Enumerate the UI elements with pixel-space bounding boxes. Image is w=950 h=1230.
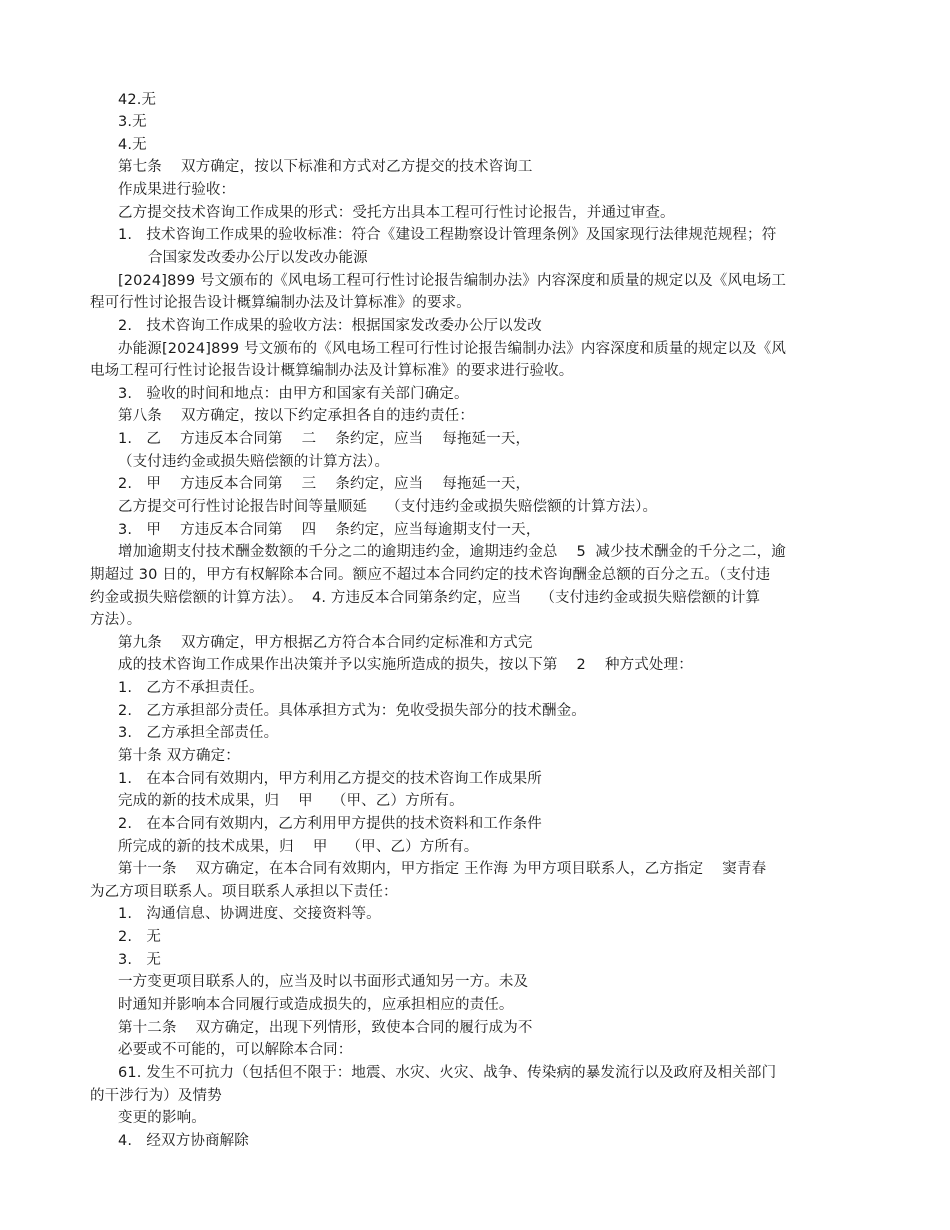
text-line: 成的技术咨询工作成果作出决策并予以实施所造成的损失，按以下第 2 种方式处理： bbox=[118, 657, 693, 673]
text-line: 2. 甲 方违反本合同第 三 条约定，应当 每拖延一天， bbox=[118, 476, 531, 492]
text-line: 增加逾期支付技术酬金数额的千分之二的逾期违约金，逾期违约金总 5 减少技术酬金的千分之二，逾 bbox=[118, 544, 786, 560]
text-line: 第十一条 双方确定，在本合同有效期内，甲方指定 王作海 为甲方项目联系人，乙方指定 窦青春 bbox=[118, 861, 767, 877]
text-line: 1. 乙方不承担责任。 bbox=[118, 680, 264, 696]
text-line: 时通知并影响本合同履行或造成损失的，应承担相应的责任。 bbox=[118, 997, 514, 1013]
text-line: 2. 在本合同有效期内，乙方利用甲方提供的技术资料和工作条件 bbox=[118, 816, 542, 832]
text-line: 3. 乙方承担全部责任。 bbox=[118, 725, 279, 741]
text-line: 所完成的新的技术成果，归 甲 （甲、乙）方所有。 bbox=[118, 839, 479, 855]
text-line: 4. 经双方协商解除 bbox=[118, 1133, 249, 1149]
text-line: 的干涉行为）及情势 bbox=[90, 1088, 222, 1104]
text-line: 1. 乙 方违反本合同第 二 条约定，应当 每拖延一天， bbox=[118, 431, 531, 447]
text-line: 2. 乙方承担部分责任。具体承担方式为：免收受损失部分的技术酬金。 bbox=[118, 703, 586, 719]
text-line: 61. 发生不可抗力（包括但不限于：地震、水灾、火灾、战争、传染病的暴发流行以及政府及相关部门 bbox=[118, 1065, 777, 1081]
text-line: 必要或不可能的，可以解除本合同： bbox=[118, 1042, 353, 1058]
text-line: 42.无 bbox=[118, 92, 157, 108]
text-line: 办能源[2024]899 号文颁布的《风电场工程可行性讨论报告编制办法》内容深度和质量的规定以及《风 bbox=[118, 341, 786, 357]
text-line: 第八条 双方确定，按以下约定承担各自的违约责任： bbox=[118, 408, 474, 424]
text-line: 3. 甲 方违反本合同第 四 条约定，应当每逾期支付一天， bbox=[118, 522, 541, 538]
text-line: 2. 无 bbox=[118, 929, 162, 945]
text-line: 合国家发改委办公厅以发改办能源 bbox=[148, 250, 368, 266]
text-line: 1. 在本合同有效期内，甲方利用乙方提交的技术咨询工作成果所 bbox=[118, 771, 542, 787]
text-line: 第十二条 双方确定，出现下列情形，致使本合同的履行成为不 bbox=[118, 1020, 533, 1036]
text-line: 方法）。 bbox=[90, 612, 142, 628]
text-line: [2024]899 号文颁布的《风电场工程可行性讨论报告编制办法》内容深度和质量的规定以及《风电场工 bbox=[118, 273, 786, 289]
text-line: 1. 沟通信息、协调进度、交接资料等。 bbox=[118, 906, 381, 922]
text-line: （支付违约金或损失赔偿额的计算方法）。 bbox=[118, 454, 390, 470]
text-line: 变更的影响。 bbox=[118, 1110, 206, 1126]
text-line: 乙方提交技术咨询工作成果的形式：受托方出具本工程可行性讨论报告，并通过审查。 bbox=[118, 205, 675, 221]
text-line: 约金或损失赔偿额的计算方法）。 4. 方违反本合同第条约定，应当 （支付违约金或损失赔偿额的计算 bbox=[90, 590, 761, 606]
text-line: 第七条 双方确定，按以下标准和方式对乙方提交的技术咨询工 bbox=[118, 159, 533, 175]
text-line: 为乙方项目联系人。项目联系人承担以下责任： bbox=[90, 884, 398, 900]
text-line: 第九条 双方确定，甲方根据乙方符合本合同约定标准和方式完 bbox=[118, 635, 533, 651]
text-line: 电场工程可行性讨论报告设计概算编制办法及计算标准》的要求进行验收。 bbox=[90, 363, 574, 379]
text-line: 3. 无 bbox=[118, 952, 162, 968]
text-line: 2. 技术咨询工作成果的验收方法：根据国家发改委办公厅以发改 bbox=[118, 318, 542, 334]
text-line: 3. 验收的时间和地点：由甲方和国家有关部门确定。 bbox=[118, 386, 469, 402]
text-line: 第十条 双方确定： bbox=[118, 748, 240, 764]
text-line: 1. 技术咨询工作成果的验收标准：符合《建设工程勘察设计管理条例》及国家现行法律规范规程；符 bbox=[118, 227, 777, 243]
text-line: 4.无 bbox=[118, 137, 147, 153]
text-line: 作成果进行验收： bbox=[118, 182, 236, 198]
text-line: 程可行性讨论报告设计概算编制办法及计算标准》的要求。 bbox=[90, 295, 471, 311]
text-line: 一方变更项目联系人的，应当及时以书面形式通知另一方。未及 bbox=[118, 974, 529, 990]
text-line: 完成的新的技术成果，归 甲 （甲、乙）方所有。 bbox=[118, 793, 464, 809]
text-line: 乙方提交可行性讨论报告时间等量顺延 （支付违约金或损失赔偿额的计算方法）。 bbox=[118, 499, 658, 515]
text-line: 3.无 bbox=[118, 114, 147, 130]
text-line: 期超过 30 日的，甲方有权解除本合同。额应不超过本合同约定的技术咨询酬金总额的百分之五。（支付违 bbox=[90, 567, 771, 583]
